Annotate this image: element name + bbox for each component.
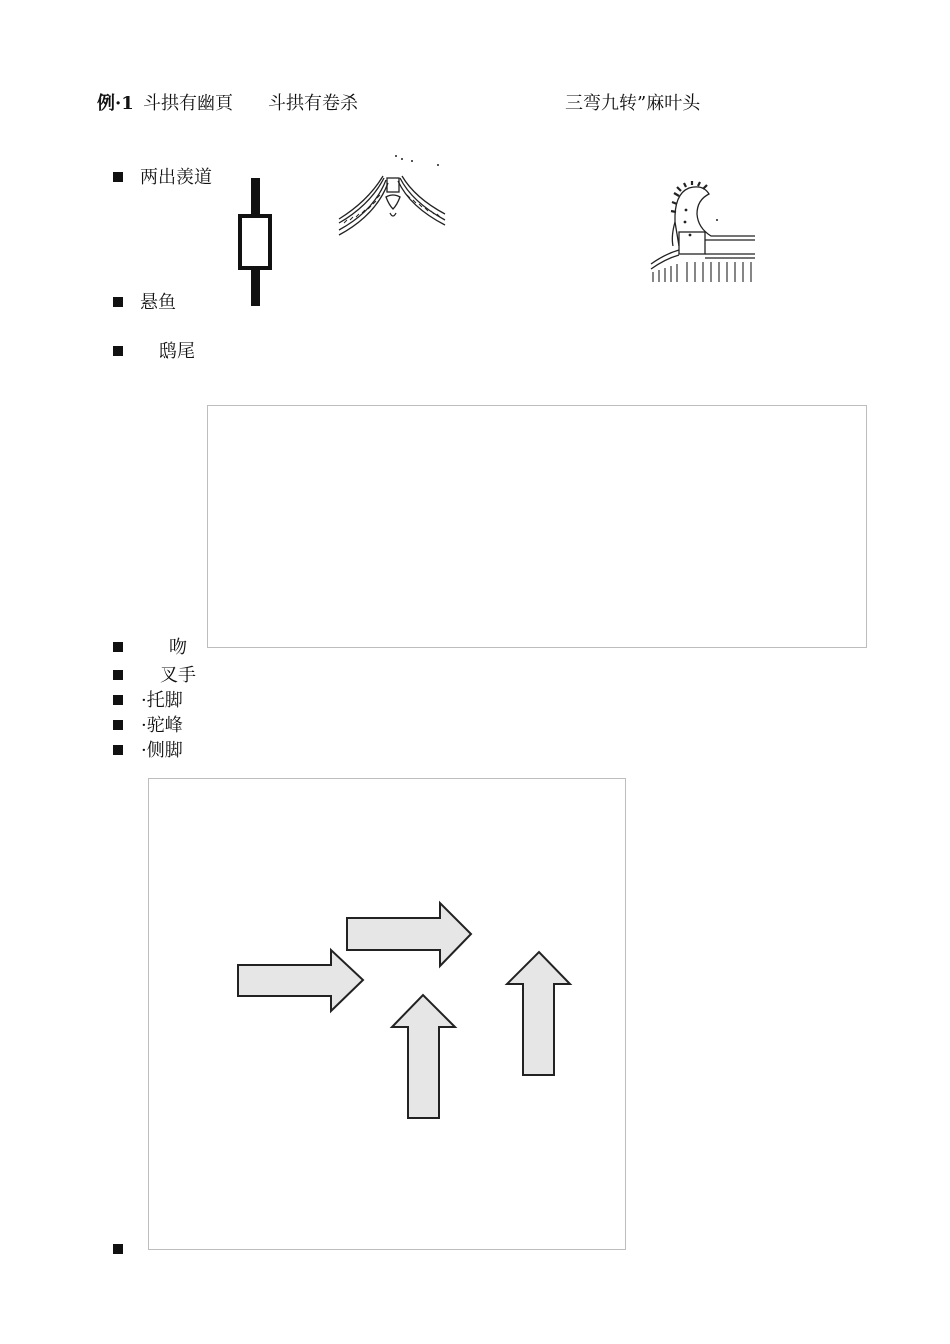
example-label: 例·1 (97, 93, 134, 114)
caption-bracket-entasis: 斗拱有卷杀 (268, 93, 358, 114)
arrow-right-lower (238, 950, 363, 1011)
chiwei-ornament-drawing (647, 180, 757, 284)
image-frame-blank (207, 405, 867, 648)
bracket-post-figure (236, 178, 274, 306)
list-item-label: ·侧脚 (141, 740, 183, 761)
bullet-marker (113, 172, 123, 182)
bullet-marker (113, 1244, 123, 1254)
bullet-marker (113, 670, 123, 680)
list-item-label: ·驼峰 (141, 715, 183, 736)
list-item-label: 鸱尾 (159, 341, 195, 362)
bullet-marker (113, 720, 123, 730)
list-item-label: 悬鱼 (140, 292, 176, 313)
bullet-marker (113, 642, 123, 652)
arrow-right-upper (347, 903, 471, 966)
list-item-label: 叉手 (160, 665, 196, 686)
list-item-label: 吻 (169, 637, 187, 658)
bullet-marker (113, 745, 123, 755)
caption-bracket-recess: 斗拱有幽頁 (143, 93, 233, 114)
arrow-up-right (507, 952, 570, 1075)
list-item-label: 两出羡道 (140, 167, 212, 188)
bullet-marker (113, 297, 123, 307)
bracket-curve-drawing (336, 153, 448, 245)
caption-mayetou: 三弯九转”麻叶头 (565, 93, 701, 114)
bullet-marker (113, 346, 123, 356)
arrow-diagram (148, 778, 626, 1250)
bullet-marker (113, 695, 123, 705)
list-item-label: ·托脚 (141, 690, 183, 711)
arrow-up-left (392, 995, 455, 1118)
